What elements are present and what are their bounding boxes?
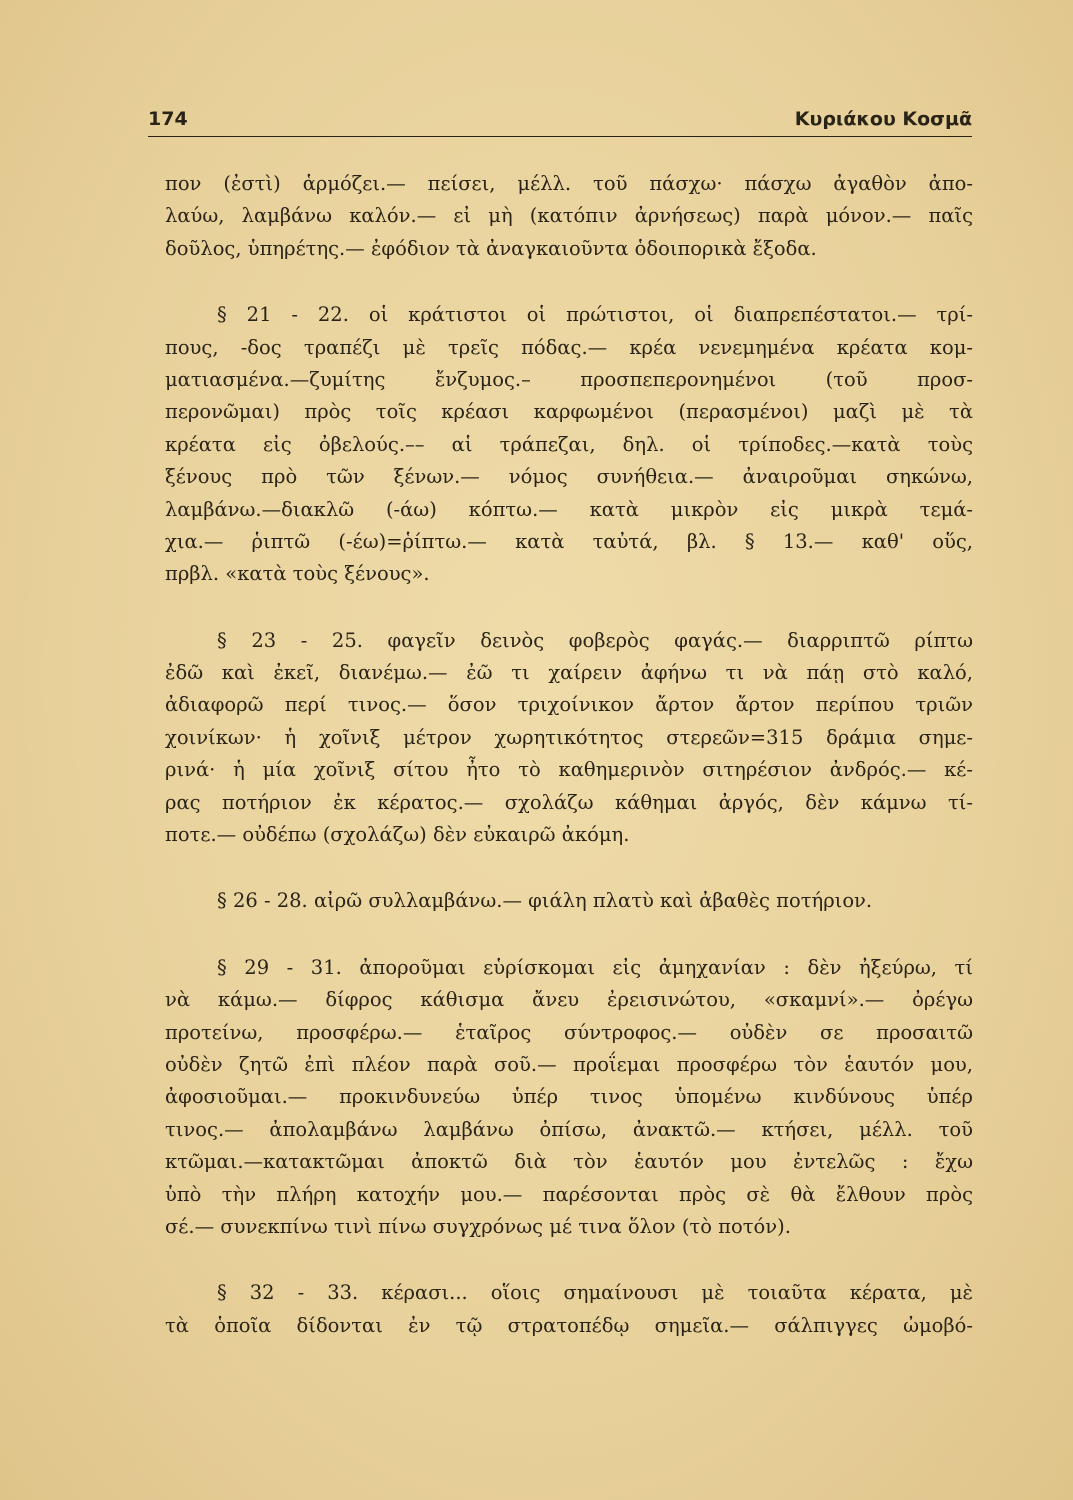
text-line: πον (ἐστὶ) ἁρμόζει.— πείσει, μέλλ. τοῦ πάσχω· πάσχω ἀγαθὸν ἀπο- [165, 172, 973, 195]
text-line: λαύω, λαμβάνω καλόν.— εἰ μὴ (κατόπιν ἀρνήσεως) παρὰ μόνον.— παῖς [165, 204, 973, 228]
paragraph-commentary-continued [165, 168, 973, 265]
text-line: ὑπὸ τὴν πλήρη κατοχήν μου.— παρέσονται πρὸς σὲ θὰ ἔλθουν πρὸς [165, 1182, 973, 1206]
text-line: § 21 - 22. οἱ κράτιστοι οἱ πρώτιστοι, οἱ διαπρεπέστατοι.— τρί- [217, 303, 973, 327]
text-line: κρέατα εἰς ὀβελούς.–– αἱ τράπεζαι, δηλ. οἱ τρίποδες.—κατὰ τοὺς [165, 432, 973, 456]
text-line: νὰ κάμω.— δίφρος κάθισμα ἄνευ ἐρεισινώτου, «σκαμνί».— ὀρέγω [165, 988, 973, 1012]
text-line: ματιασμένα.—ζυμίτης ἔνζυμος.– προσπεπερονημένοι (τοῦ προσ- [165, 367, 973, 391]
running-head: Κυριάκου Κοσμᾶ [794, 108, 972, 130]
text-line: ἐδῶ καὶ ἐκεῖ, διανέμω.— ἐῶ τι χαίρειν ἀφήνω τι νὰ πάῃ στὸ καλό, [165, 661, 973, 685]
text-line: προτείνω, προσφέρω.— ἑταῖρος σύντροφος.— οὐδὲν σε προσαιτῶ [165, 1020, 973, 1044]
text-line: λαμβάνω.—διακλῶ (-άω) κόπτω.— κατὰ μικρὸν εἰς μικρὰ τεμά- [165, 497, 973, 521]
text-line: § 29 - 31. ἀποροῦμαι εὑρίσκομαι εἰς ἀμηχανίαν : δὲν ἠξεύρω, τί [217, 955, 973, 979]
text-line: ρας ποτήριον ἐκ κέρατος.— σχολάζω κάθημαι ἀργός, δὲν κάμνω τί- [165, 790, 973, 814]
text-line: ξένους πρὸ τῶν ξένων.— νόμος συνήθεια.— ἀναιροῦμαι σηκώνω, [165, 465, 973, 489]
text-line: τινος.— ἀπολαμβάνω λαμβάνω ὀπίσω, ἀνακτῶ.— κτήσει, μέλλ. τοῦ [165, 1117, 973, 1141]
page-header [148, 108, 972, 137]
paragraph-section-21-22 [165, 299, 973, 591]
text-line: πους, -δος τραπέζι μὲ τρεῖς πόδας.— κρέα νενεμημένα κρέατα κομ- [165, 335, 973, 359]
text-line: κτῶμαι.—κατακτῶμαι ἀποκτῶ διὰ τὸν ἑαυτόν μου ἐντελῶς : ἔχω [165, 1150, 973, 1174]
text-line: § 32 - 33. κέρασι... οἵοις σημαίνουσι μὲ τοιαῦτα κέρατα, μὲ [217, 1281, 973, 1305]
text-line: τὰ ὁποῖα δίδονται ἐν τῷ στρατοπέδῳ σημεῖα.— σάλπιγγες ὠμοβό- [165, 1313, 973, 1337]
text-line: § 23 - 25. φαγεῖν δεινὸς φοβερὸς φαγάς.— διαρριπτῶ ρίπτω [217, 628, 973, 652]
text-line: χοινίκων· ἡ χοῖνιξ μέτρον χωρητικότητος στερεῶν=315 δράμια σημε- [165, 725, 973, 749]
body-text [165, 168, 973, 1376]
text-line: ποτε.— οὐδέπω (σχολάζω) δὲν εὐκαιρῶ ἀκόμη. [165, 823, 630, 847]
paragraph-section-29-31 [165, 952, 973, 1244]
page-number: 174 [148, 108, 188, 130]
text-line: § 26 - 28. αἰρῶ συλλαμβάνω.— φιάλη πλατὺ καὶ ἀβαθὲς ποτήριον. [217, 889, 873, 913]
text-line: περονῶμαι) πρὸς τοῖς κρέασι καρφωμένοι (περασμένοι) μαζὶ μὲ τὰ [165, 400, 973, 424]
text-line: ἀφοσιοῦμαι.— προκινδυνεύω ὑπέρ τινος ὑπομένω κινδύνους ὑπέρ [165, 1085, 973, 1109]
paragraph-section-32-33 [165, 1277, 973, 1342]
text-line: πρβλ. «κατὰ τοὺς ξένους». [165, 562, 430, 586]
text-line: ἀδιαφορῶ περί τινος.— ὅσον τριχοίνικον ἄρτον ἄρτον περίπου τριῶν [165, 693, 973, 717]
text-line: δοῦλος, ὑπηρέτης.— ἐφόδιον τὰ ἀναγκαιοῦντα ὁδοιπορικὰ ἔξοδα. [165, 236, 817, 260]
paragraph-section-26-28 [165, 885, 973, 917]
text-line: σέ.— συνεκπίνω τινὶ πίνω συγχρόνως μέ τινα ὅλον (τὸ ποτόν). [165, 1214, 791, 1238]
text-line: οὐδὲν ζητῶ ἐπὶ πλέον παρὰ σοῦ.— προΐεμαι προσφέρω τὸν ἑαυτόν μου, [165, 1052, 973, 1076]
text-line: χια.— ῥιπτῶ (-έω)=ῥίπτω.— κατὰ ταὐτά, βλ. § 13.— καθ' οὕς, [165, 529, 973, 553]
text-line: ρινά· ἡ μία χοῖνιξ σίτου ἦτο τὸ καθημερινὸν σιτηρέσιον ἀνδρός.— κέ- [165, 758, 973, 782]
paragraph-section-23-25 [165, 625, 973, 852]
